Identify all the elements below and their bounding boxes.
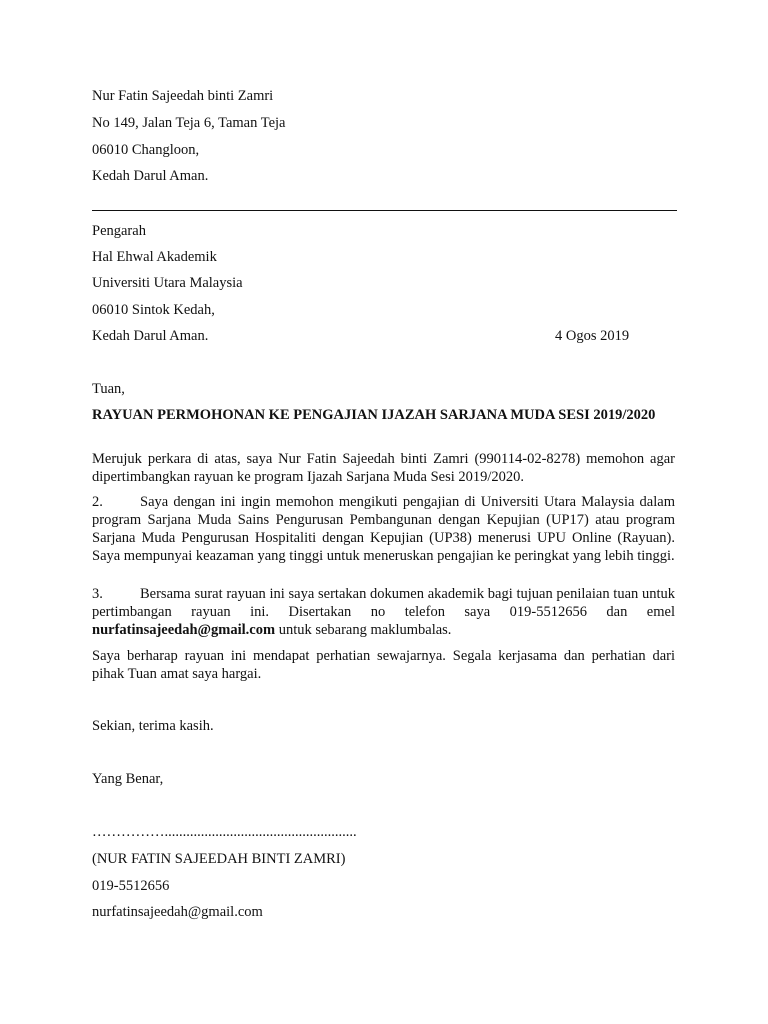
paragraph-3-number: 3. (92, 586, 103, 602)
letter-date: 4 Ogos 2019 (555, 328, 630, 344)
recipient-line-2: Hal Ehwal Akademik (92, 249, 217, 265)
header-divider (92, 210, 677, 211)
signatory-name: (NUR FATIN SAJEEDAH BINTI ZAMRI) (92, 851, 346, 867)
salutation: Tuan, (92, 381, 125, 397)
letter-subject: RAYUAN PERMOHONAN KE PENGAJIAN IJAZAH SARJANA MUDA SESI 2019/2020 (92, 407, 656, 423)
signature-line: ……………..................................................... (92, 824, 357, 840)
recipient-line-1: Pengarah (92, 223, 146, 239)
paragraph-2-text: Saya dengan ini ingin memohon mengikuti pengajian di Universiti Utara Malaysia dalam program Sarjana Muda Sains Pengurusan Pembangunan dengan Kepujian (UP17) atau program Sarjana Muda Pengurusan Hospitaliti dengan Kepujian (UP38) menerusi UPU Online (Rayuan). Saya mempunyai keazaman yang tinggi untuk meneruskan pengajian ke peringkat yang lebih tinggi. (92, 494, 675, 564)
sender-address-line-2: 06010 Changloon, (92, 142, 200, 158)
signatory-email: nurfatinsajeedah@gmail.com (92, 904, 263, 920)
paragraph-3-email: nurfatinsajeedah@gmail.com (92, 622, 276, 638)
sender-address-line-3: Kedah Darul Aman. (92, 168, 209, 184)
closing-sincerely: Yang Benar, (92, 771, 164, 787)
signatory-phone: 019-5512656 (92, 878, 170, 894)
paragraph-4: Saya berharap rayuan ini mendapat perhatian sewajarnya. Segala kerjasama dan perhatian dari pihak Tuan amat saya hargai. (92, 648, 675, 682)
recipient-line-5: Kedah Darul Aman. (92, 328, 209, 344)
paragraph-3-text: Bersama surat rayuan ini saya sertakan dokumen akademik bagi tujuan penilaian tuan untuk pertimbangan rayuan ini. Disertakan no telefon saya 019-5512656 dan emel (92, 586, 675, 620)
paragraph-3-text-end: untuk sebarang maklumbalas. (278, 622, 452, 638)
recipient-line-4: 06010 Sintok Kedah, (92, 302, 215, 318)
paragraph-3 (92, 585, 675, 639)
sender-name: Nur Fatin Sajeedah binti Zamri (92, 88, 274, 104)
paragraph-2 (92, 493, 675, 565)
paragraph-2-number: 2. (92, 494, 103, 510)
closing-thanks: Sekian, terima kasih. (92, 718, 214, 734)
recipient-line-3: Universiti Utara Malaysia (92, 275, 243, 291)
paragraph-1: Merujuk perkara di atas, saya Nur Fatin Sajeedah binti Zamri (990114-02-8278) memohon agar dipertimbangkan rayuan ke program Ijazah Sarjana Muda Sesi 2019/2020. (92, 451, 675, 485)
sender-address-line-1: No 149, Jalan Teja 6, Taman Teja (92, 115, 286, 131)
